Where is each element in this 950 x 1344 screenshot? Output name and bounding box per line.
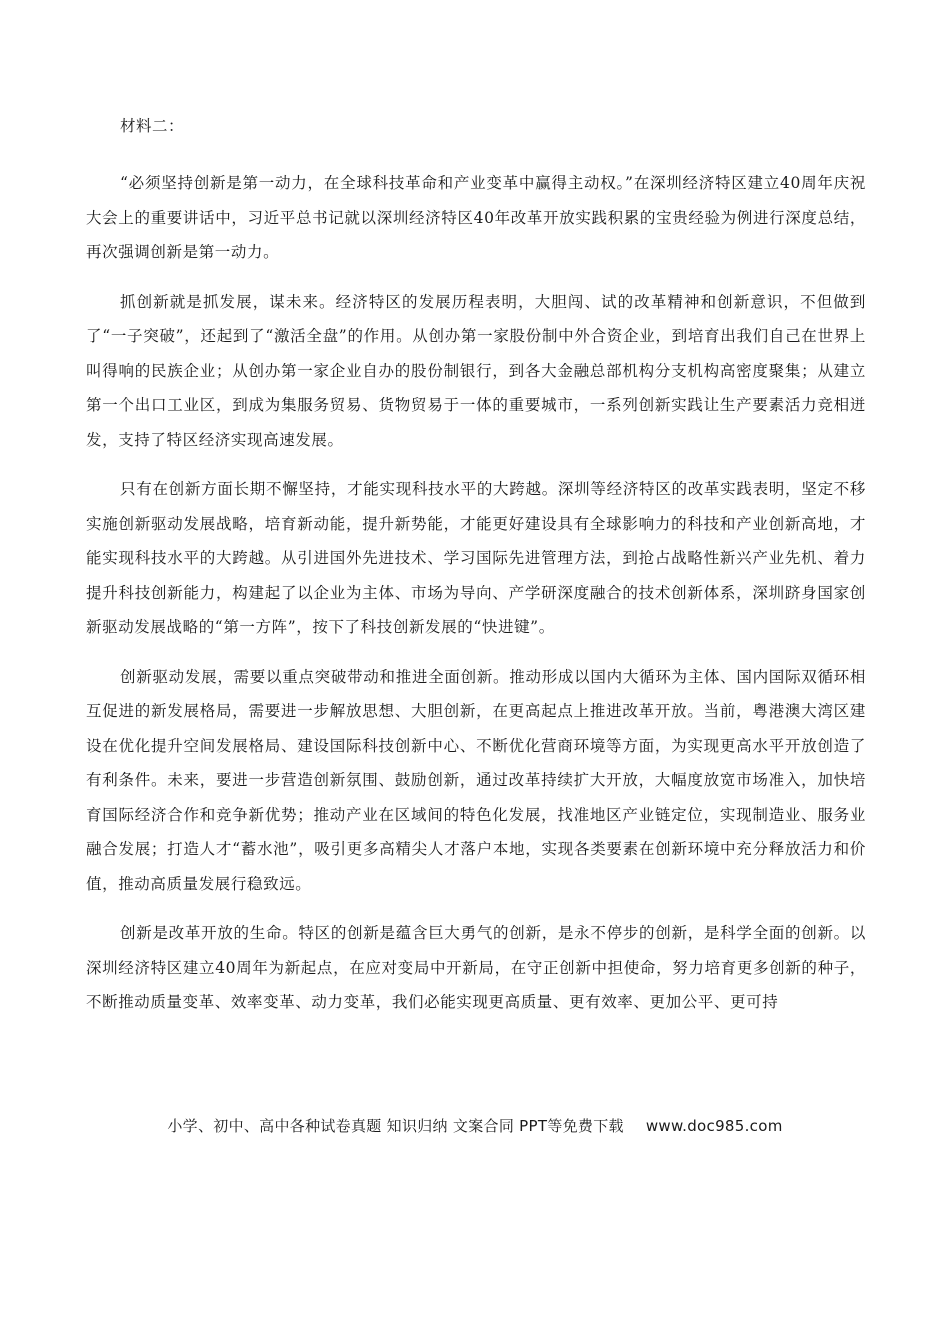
footer-text: 小学、初中、高中各种试卷真题 知识归纳 文案合同 PPT等免费下载: [167, 1117, 624, 1135]
paragraph-1: “必须坚持创新是第一动力，在全球科技革命和产业变革中赢得主动权。”在深圳经济特区建立40周年庆祝大会上的重要讲话中，习近平总书记就以深圳经济特区40年改革开放实践积累的宝贵经验为例进行深度总结，再次强调创新是第一动力。: [86, 174, 866, 261]
paragraph-2: 抓创新就是抓发展，谋未来。经济特区的发展历程表明，大胆闯、试的改革精神和创新意识，不但做到了“一子突破”，还起到了“激活全盘”的作用。从创办第一家股份制中外合资企业，到培育出我们自己在世界上叫得响的民族企业；从创办第一家企业自办的股份制银行，到各大金融总部机构分支机构高密度聚集；从建立第一个出口工业区，到成为集服务贸易、货物贸易于一体的重要城市，一系列创新实践让生产要素活力竞相迸发，支持了特区经济实现高速发展。: [86, 292, 866, 449]
footer-site-link[interactable]: www.doc985.com: [645, 1117, 783, 1135]
paragraph-5: 创新是改革开放的生命。特区的创新是蕴含巨大勇气的创新，是永不停步的创新，是科学全面的创新。以深圳经济特区建立40周年为新起点，在应对变局中开新局，在守正创新中担使命，努力培育更多创新的种子，不断推动质量变革、效率变革、动力变革，我们必能实现更高质量、更有效率、更加公平、更可持: [86, 924, 866, 1011]
paragraph-4: 创新驱动发展，需要以重点突破带动和推进全面创新。推动形成以国内大循环为主体、国内国际双循环相互促进的新发展格局，需要进一步解放思想、大胆创新，在更高起点上推进改革开放。当前，粤港澳大湾区建设在优化提升空间发展格局、建设国际科技创新中心、不断优化营商环境等方面，为实现更高水平开放创造了有利条件。未来，要进一步营造创新氛围、鼓励创新，通过改革持续扩大开放，大幅度放宽市场准入，加快培育国际经济合作和竞争新优势；推动产业在区域间的特色化发展，找准地区产业链定位，实现制造业、服务业融合发展；打造人才“蓄水池”，吸引更多高精尖人才落户本地，实现各类要素在创新环境中充分释放活力和价值，推动高质量发展行稳致远。: [86, 667, 866, 893]
document-body: [86, 114, 866, 1035]
section-heading: 材料二：: [120, 117, 185, 135]
paragraph-3: 只有在创新方面长期不懈坚持，才能实现科技水平的大跨越。深圳等经济特区的改革实践表明，坚定不移实施创新驱动发展战略，培育新动能，提升新势能，才能更好建设具有全球影响力的科技和产业创新高地，才能实现科技水平的大跨越。从引进国外先进技术、学习国际先进管理方法，到抢占战略性新兴产业先机、着力提升科技创新能力，构建起了以企业为主体、市场为导向、产学研深度融合的技术创新体系，深圳跻身国家创新驱动发展战略的“第一方阵”，按下了科技创新发展的“快进键”。: [86, 480, 866, 636]
page-footer: [0, 1114, 950, 1138]
